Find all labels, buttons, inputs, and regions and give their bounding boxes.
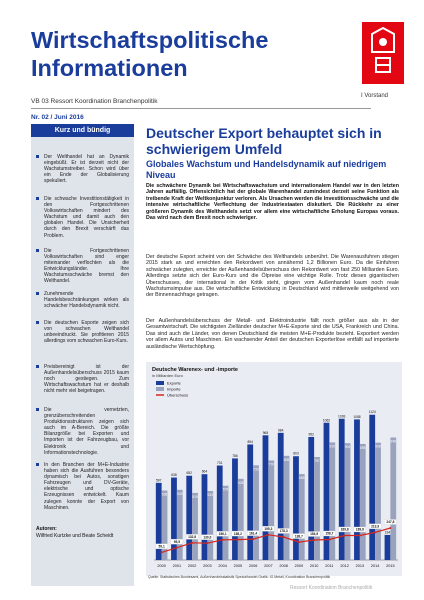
x-tick-label: 2012 xyxy=(340,564,349,568)
x-tick-label: 2009 xyxy=(294,564,304,568)
export-bar xyxy=(202,474,208,560)
import-bar xyxy=(329,442,335,560)
surplus-value-label: 95,5 xyxy=(173,539,180,544)
export-value-label: 786 xyxy=(232,453,238,458)
import-value-label: 538 xyxy=(161,492,168,497)
export-bar xyxy=(354,419,360,560)
surplus-value-label: 195,3 xyxy=(264,526,273,531)
export-value-label: 597 xyxy=(155,478,162,483)
import-value-label: 910 xyxy=(329,444,336,449)
surplus-point xyxy=(267,534,269,536)
export-value-label: 638 xyxy=(171,473,177,478)
x-tick-label: 2002 xyxy=(187,564,197,568)
export-bar xyxy=(232,458,238,560)
summary-bullet: Die schwache Investitionstätigkeit in den Fortgeschrittenen Volkswirtschaften mindert des Wachstum und damit auch den globalen Handel. Die Unsicherheit durch den Brexit verschärft das Problem. xyxy=(36,196,129,239)
surplus-point xyxy=(313,539,315,541)
surplus-value-label: 138,7 xyxy=(294,534,303,539)
import-bar xyxy=(268,460,274,560)
surplus-value-label: 156,1 xyxy=(218,532,227,537)
title-line-1: Wirtschaftspolitische xyxy=(31,27,269,53)
chart-title: Deutsche Warenex- und -importe xyxy=(152,367,238,373)
export-value-label: 894 xyxy=(247,439,253,444)
department-line: VB 03 Ressort Koordination Branchenpolitik xyxy=(31,98,371,109)
export-value-label: 803 xyxy=(293,451,299,456)
export-bar xyxy=(339,419,345,560)
surplus-value-label: 130,0 xyxy=(203,535,212,540)
summary-bullet: In den Branchen der M+E-Industrie haben sich die Ausfuhren besonders dynamisch bei Autos, sonstigen Fahrzeugen und DV-Geräte, elektrische und optische Erzeugnissen entwickelt. Kaum zulegen konnte der Export von Maschinen. xyxy=(36,462,129,511)
export-value-label: 1093 xyxy=(338,414,346,419)
x-tick-label: 2010 xyxy=(309,564,319,568)
summary-bullet: Der Welthandel hat an Dynamik eingebüßt. Er ist derzeit nicht der Wachstumstreiber. Schon wird über ein Ende der Globalisierung spekuliert. xyxy=(36,154,129,184)
trade-chart xyxy=(146,362,402,576)
import-value-label: 543 xyxy=(177,491,183,496)
import-bar xyxy=(177,490,183,560)
x-tick-label: 2013 xyxy=(355,564,365,568)
surplus-point xyxy=(191,542,193,544)
bullet-marker xyxy=(36,249,39,252)
surplus-point xyxy=(374,531,376,533)
bullet-marker xyxy=(36,365,39,368)
export-value-label: 194 xyxy=(384,530,391,535)
bullet-marker xyxy=(36,292,39,295)
x-tick-label: 2011 xyxy=(325,564,334,568)
surplus-point xyxy=(328,538,330,540)
authors-label: Autoren: xyxy=(36,526,57,532)
summary-bullet: Preisbereinigt ist der Außenhandelsüberschuss 2015 kaum noch gestiegen. Zum Wirtschaftswachstum hat er deshalb nicht mehr viel beigetragen. xyxy=(36,364,129,394)
import-bar xyxy=(314,457,320,560)
import-bar xyxy=(192,493,198,560)
article-subheadline: Globales Wachstum und Handelsdynamik auf niedrigem Niveau xyxy=(146,159,387,180)
import-value-label: 575 xyxy=(222,487,229,492)
import-bar xyxy=(360,444,366,560)
article-headline: Deutscher Export behauptet sich in schwierigem Umfeld xyxy=(146,125,382,157)
chart-subtitle: in Milliarden Euro xyxy=(152,373,183,378)
page-title xyxy=(31,26,331,82)
authors-names: Wilfried Kurtzke und Beate Scheidt xyxy=(36,532,114,539)
legend-swatch xyxy=(156,387,164,391)
bullet-marker xyxy=(36,408,39,411)
surplus-value-label: 59,1 xyxy=(158,544,165,549)
import-value-label: 733 xyxy=(253,467,259,472)
export-value-label: 1124 xyxy=(368,410,376,415)
import-bar xyxy=(299,474,305,560)
surplus-point xyxy=(176,547,178,549)
page-footer: Ressort Koordination Branchenpolitik xyxy=(290,585,373,591)
surplus-point xyxy=(222,539,224,541)
import-value-label: 898 xyxy=(360,445,366,450)
chart-source: Quelle: Statistisches Bundesamt, Außenhandelsstatistik Spezialhandel Grafik: IG Metall, Koordination Branchenpolitik xyxy=(148,575,331,579)
authors-block xyxy=(36,526,129,539)
import-bar xyxy=(390,437,396,560)
import-bar xyxy=(375,443,381,560)
import-value-label: 534 xyxy=(207,492,214,497)
export-value-label: 731 xyxy=(216,461,223,466)
summary-sidebar xyxy=(31,124,134,586)
export-value-label: 965 xyxy=(262,430,269,435)
surplus-point xyxy=(359,534,361,536)
summary-bullet: Zunehmende Handelsbeschränkungen wirken als schwächer Handelsdynamik nicht. xyxy=(36,291,129,309)
surplus-point xyxy=(344,534,346,536)
export-bar xyxy=(247,444,253,560)
ig-metall-logo xyxy=(362,22,404,84)
export-bar xyxy=(293,456,299,560)
surplus-value-label: 132,8 xyxy=(188,535,197,540)
import-value-label: 797 xyxy=(314,459,320,464)
article-paragraph-2: Der Außenhandelsüberschuss der Metall- und Elektroindustrie fällt noch größer aus als in der Gesamtwirtschaft. Die wichtigsten Zielländer deutscher M+E-Exporte sind die USA, Frankreich und China. Das sind auch die Länder, von denen Deutschland die meisten M+E-Produkte bezieht. Exportiert werden vor allem Autos und Maschinen. Ein wachsender Anteil der deutschen Exporterlöse entfällt auf importierte ausländische Wertschöpfung. xyxy=(146,318,399,350)
import-bar xyxy=(238,479,244,560)
bullet-marker xyxy=(36,155,39,158)
x-tick-label: 2003 xyxy=(203,564,212,568)
summary-bullet: Die Fortgeschrittenen Volkswirtschaften sind enger miteinander verflochten als die Entwicklungsländer. Ihre Wachstumsschwäche bremst den Welthandel. xyxy=(36,248,129,285)
import-value-label: 948 xyxy=(390,439,397,444)
import-bar xyxy=(284,456,290,560)
x-tick-label: 2001 xyxy=(172,564,182,568)
export-value-label: 652 xyxy=(186,471,192,476)
x-tick-label: 2008 xyxy=(279,564,288,568)
import-bar xyxy=(345,443,351,560)
surplus-value-label: 178,3 xyxy=(279,529,288,534)
surplus-point xyxy=(283,536,285,538)
export-value-label: 984 xyxy=(277,428,284,433)
bullet-marker xyxy=(36,321,39,324)
export-value-label: 1088 xyxy=(353,414,361,419)
legend-swatch xyxy=(156,381,164,385)
surplus-point xyxy=(237,539,239,541)
import-value-label: 770 xyxy=(268,462,275,467)
vorstand-label: I Vorstand xyxy=(361,93,389,99)
surplus-value-label: 158,2 xyxy=(233,531,242,536)
article-lead: Die schwächere Dynamik bei Wirtschaftswachstum und internationalem Handel war in den letzten Jahren auffällig. Offensichtlich hat der globale Warenhandel zumindest derzeit seine Funktion als treibende Kraft der Weltkonjunktur verloren. Als Ursachen werden die Investitionsschwäche und die intensive wirtschaftliche Verflechtung der Industriestaaten diskutiert. Die Rückkehr zu einer größeren Dynamik des Welthandels setzt vor allem eine wirtschaftliche Erholung Europas voraus. Das wird nach dem Brexit noch schwieriger. xyxy=(146,183,399,222)
export-bar xyxy=(308,437,314,560)
x-tick-label: 2006 xyxy=(248,564,258,568)
surplus-point xyxy=(206,542,208,544)
x-tick-label: 2015 xyxy=(386,564,395,568)
surplus-value-label: 189,8 xyxy=(340,527,349,532)
import-bar xyxy=(223,486,229,560)
article-paragraph-1: Der deutsche Export scheint von der Schwäche des Welthandels unberührt. Die Warenausfuhren stiegen 2015 stark an und erreichten den Rekordwert von annähernd 1,2 Billionen Euro. Da die Einfuhren schwächer zulegten, erreichte der Außenhandelsüberschuss den Rekordwert von fast 250 Milliarden Euro. Allerdings setzte sich der Euro-Kurs und die Ölpreise eine wichtige Rolle. Trotz dieses gigantischen Überschusses, der international in der Kritik steht, gingen vom Außenhandel kaum noch reale Wachstumsimpulse aus. Die wirtschaftliche Entwicklung in Deutschland wird mittlerweile weitgehend von der Binnennachfrage getragen. xyxy=(146,254,399,299)
surplus-point xyxy=(252,538,254,540)
import-value-label: 908 xyxy=(375,444,381,449)
surplus-point xyxy=(161,551,163,553)
import-bar xyxy=(207,491,213,560)
import-value-label: 665 xyxy=(299,476,305,481)
sidebar-heading: Kurz und bündig xyxy=(31,124,134,137)
surplus-value-label: 158,7 xyxy=(325,531,334,536)
x-tick-label: 2005 xyxy=(233,564,243,568)
export-bar xyxy=(385,535,391,560)
import-value-label: 628 xyxy=(238,480,244,485)
surplus-point xyxy=(298,541,300,543)
export-bar xyxy=(186,476,192,560)
title-line-2: Informationen xyxy=(31,55,188,81)
export-value-label: 664 xyxy=(201,469,208,474)
x-tick-label: 2000 xyxy=(157,564,166,568)
export-bar xyxy=(369,415,375,560)
import-bar xyxy=(162,490,168,560)
export-bar xyxy=(263,435,269,560)
surplus-value-label: 213,9 xyxy=(371,524,380,529)
import-value-label: 904 xyxy=(344,445,351,450)
import-value-label: 519 xyxy=(192,494,198,499)
export-value-label: 952 xyxy=(308,432,314,437)
legend-label: Überschuss xyxy=(167,392,189,398)
trade-chart-svg xyxy=(146,362,402,576)
export-bar xyxy=(217,466,223,560)
legend-label: Importe xyxy=(167,386,181,392)
bullet-marker xyxy=(36,463,39,466)
x-tick-label: 2014 xyxy=(370,564,380,568)
summary-bullet: Die vernetzten, grenzüberschreitenden Produktionsstrukturen zeigen sich auch im A-Bereich. Die größte Bilanzgröße bei Exporten und Importen ist der Fahrzeugbau, vor Elektronik und Informationstechnologie. xyxy=(36,407,129,456)
surplus-value-label: 154,9 xyxy=(310,532,319,537)
issue-number: Nr. 02 / Juni 2016 xyxy=(31,114,84,121)
import-bar xyxy=(253,465,259,560)
surplus-point xyxy=(389,527,391,529)
bullet-marker xyxy=(36,197,39,200)
surplus-value-label: 189,8 xyxy=(355,527,364,532)
x-tick-label: 2004 xyxy=(218,564,227,568)
import-value-label: 806 xyxy=(283,457,290,462)
summary-bullet: Die deutschen Exporte zeigen sich von schwachen Welthandel unbeeindruckt. Sie profitieren 2015 allerdings vom schwachen Euro-Kurs. xyxy=(36,320,129,344)
surplus-value-label: 247,8 xyxy=(386,520,395,525)
legend-label: Exporte xyxy=(167,380,181,386)
export-value-label: 1062 xyxy=(322,418,331,423)
x-tick-label: 2007 xyxy=(264,564,273,568)
export-bar xyxy=(278,433,284,560)
surplus-value-label: 161,4 xyxy=(249,531,258,536)
